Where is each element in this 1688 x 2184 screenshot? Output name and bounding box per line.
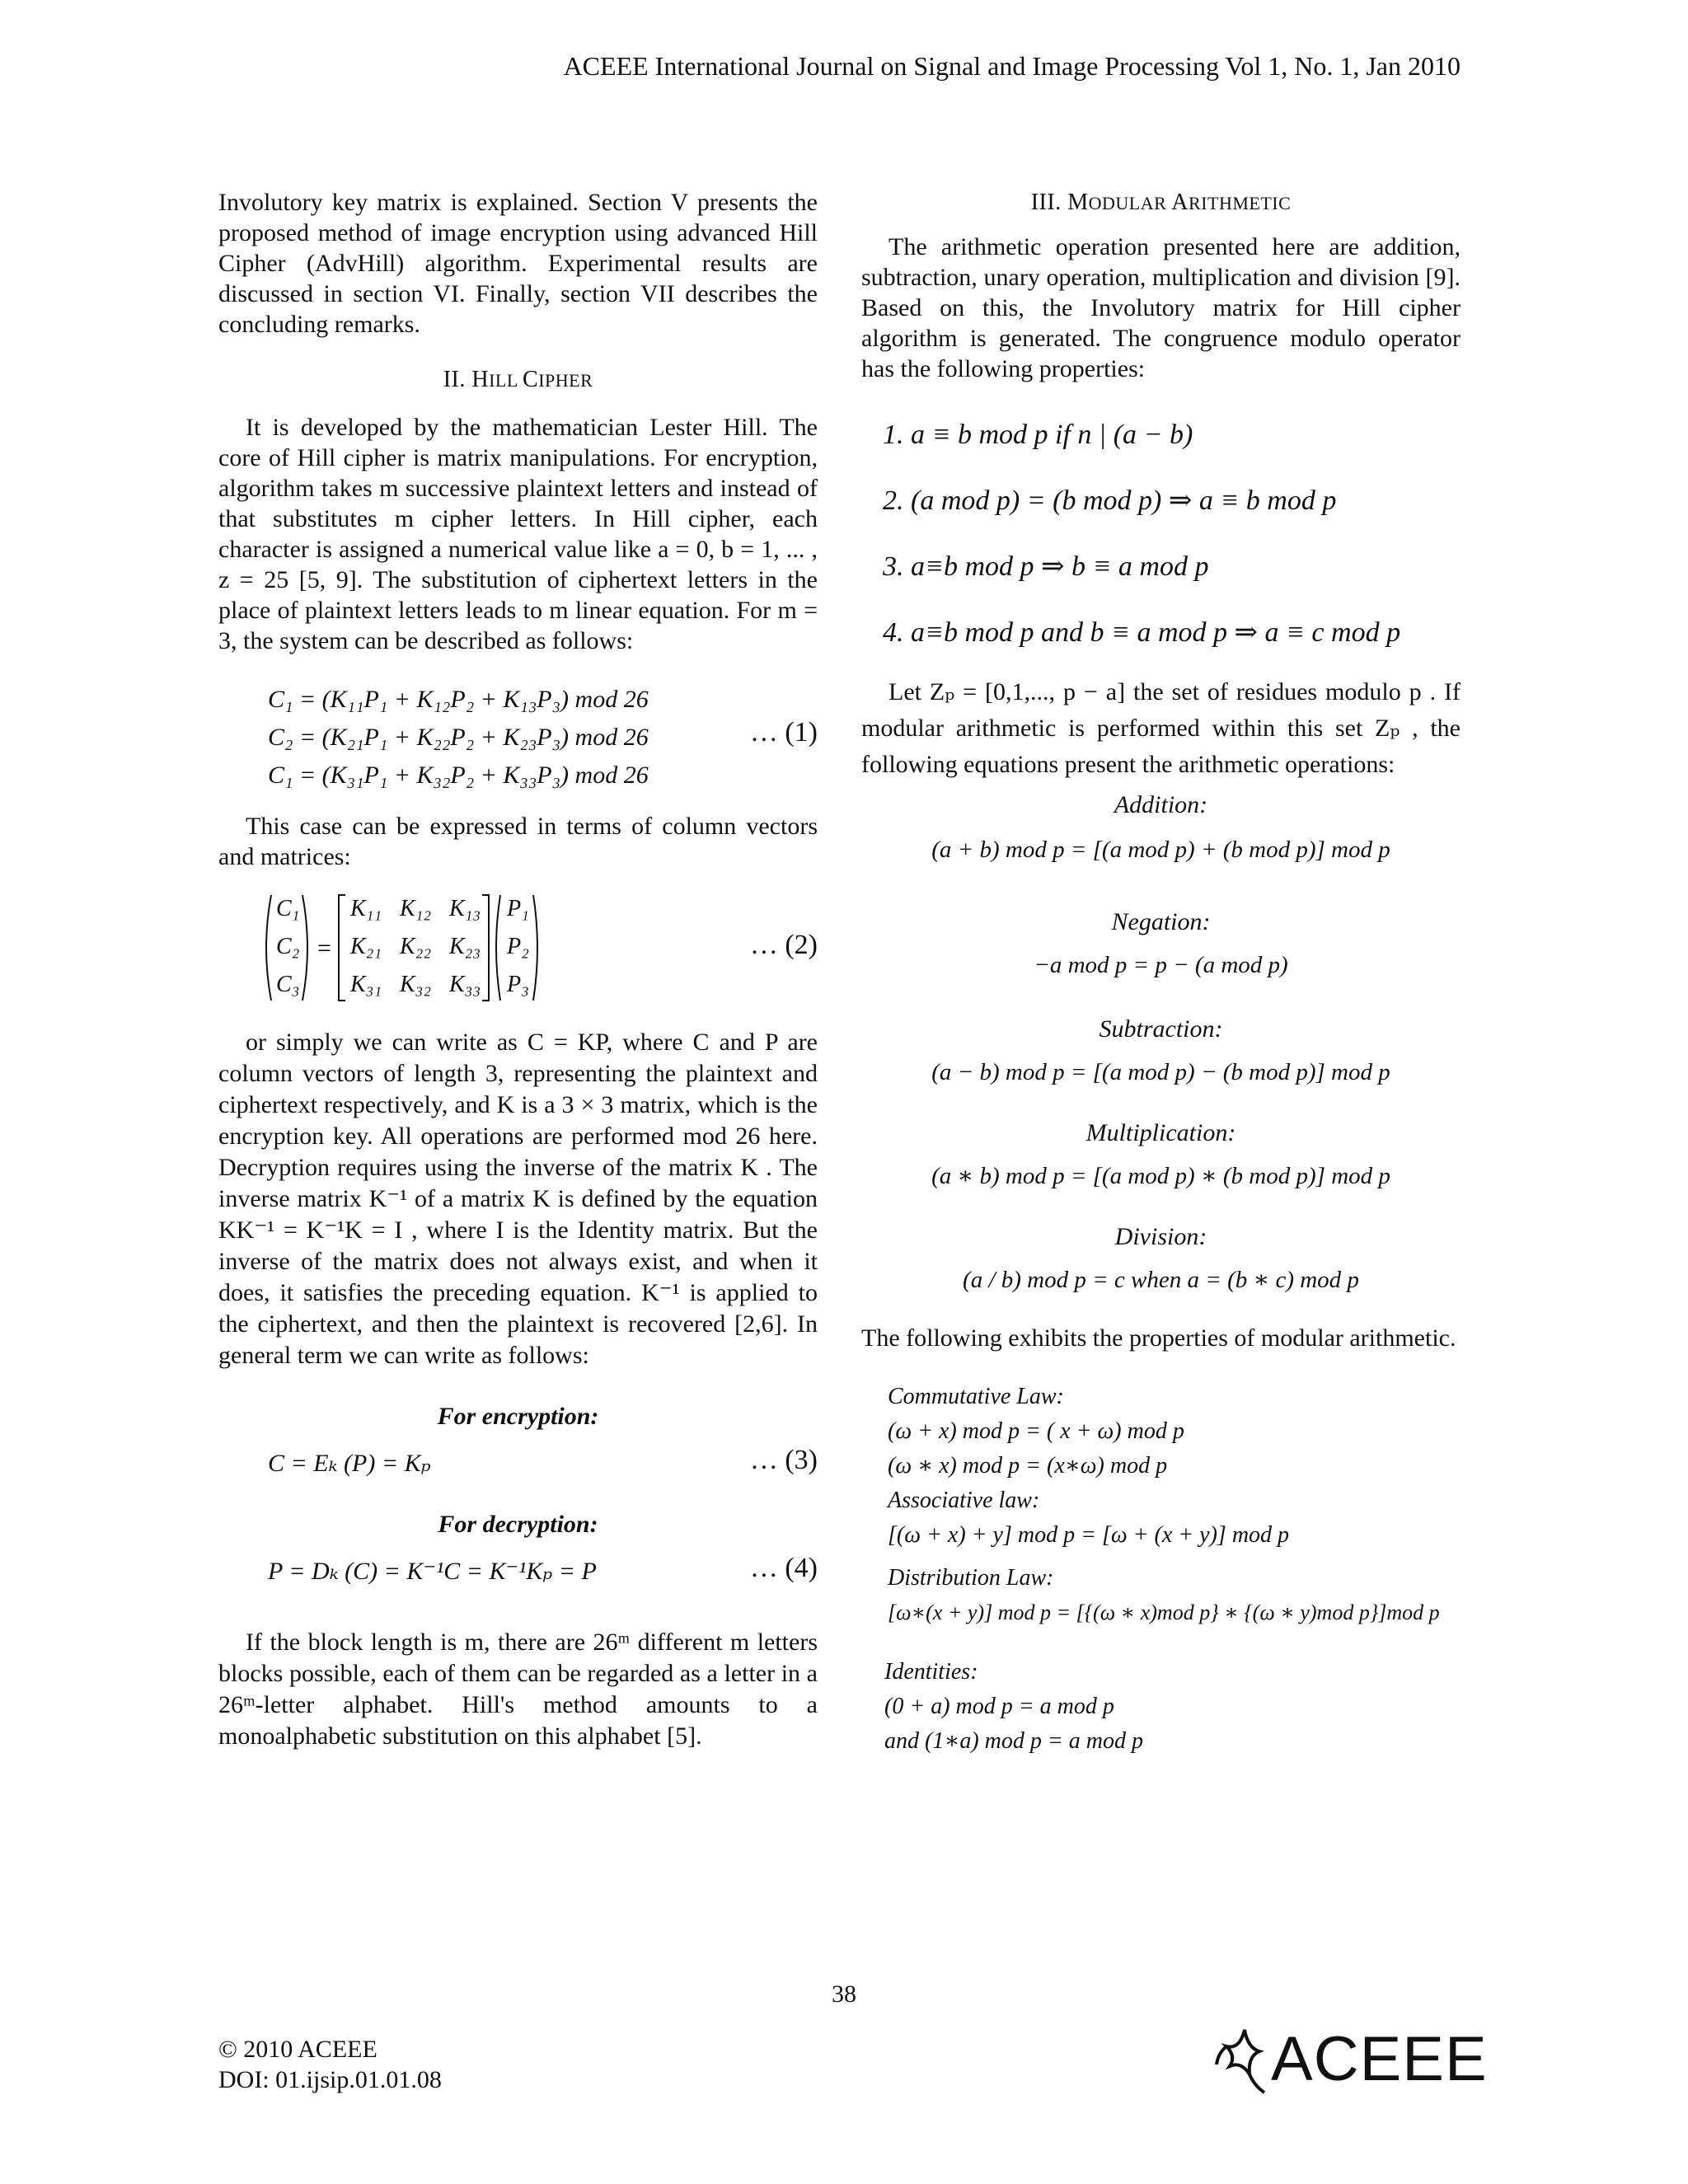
eq4-text: P = Dₖ (C) = K⁻¹C = K⁻¹Kₚ = P [268, 1558, 597, 1585]
star-logo-icon [1212, 2023, 1278, 2097]
block-length-paragraph: If the block length is m, there are 26ᵐ different m letters blocks possible, each of them can be regarded as a letter in a 26ᵐ-letter alphabet. Hill's method amounts to a monoalphabetic substitution on this alphabet [5]. [218, 1629, 818, 1750]
eq1-line1: C₁ = (K₁₁P₁ + K₁₂P₂ + K₁₃P₃) mod 26 [268, 686, 649, 713]
copyright-text: © 2010 ACEEE [218, 2036, 377, 2063]
equation-4 [218, 1553, 818, 1594]
residues-paragraph: Let Zₚ = [0,1,..., p − a] the set of residues modulo p . If modular arithmetic is performed within this set Zₚ , the following equations present the arithmetic operations: [861, 678, 1461, 778]
property-1: 1. a ≡ b mod p if n | (a − b) [883, 419, 1193, 450]
identities: Identities: (0 + a) mod p = a mod p and (1∗a) mod p = a mod p [884, 1659, 1144, 1754]
logo-text: ACEEE [1271, 2024, 1488, 2094]
eq4-number: … (4) [749, 1553, 818, 1583]
footer-left [218, 2034, 442, 2095]
subtraction-label: Subtraction: [1099, 1015, 1223, 1043]
congruence-properties [861, 402, 1461, 666]
journal-header: ACEEE International Journal on Signal and Image Processing Vol 1, No. 1, Jan 2010 [563, 51, 1461, 81]
property-2: 2. (a mod p) = (b mod p) ⇒ a ≡ b mod p [883, 485, 1337, 516]
negation-label: Negation: [1111, 908, 1211, 935]
associative-law: Associative law: [(ω + x) + y] mod p = [ω + (x + y)] mod p [888, 1488, 1290, 1548]
right-column [861, 187, 1461, 1759]
negation-equation: −a mod p = p − (a mod p) [1034, 952, 1288, 978]
inverse-matrix-paragraph: or simply we can write as C = KP, where C and P are column vectors of length 3, representing the plaintext and ciphertext respectively, and K is a 3 × 3 matrix, which is the encryption key. All operations are performed mod 26 here. Decryption requires using the inverse of the matrix K . The inverse matrix K⁻¹ of a matrix K is defined by the equation KK⁻¹ = K⁻¹K = I , where I is the Identity matrix. But the inverse of the matrix does not always exist, and when it does, it satisfies the preceding equation. K⁻¹ is applied to the ciphertext, and then the plaintext is recovered [2,6]. In general term we can write as follows: [218, 1029, 818, 1369]
eq2-number: … (2) [749, 930, 818, 960]
decryption-label: For decryption: [438, 1511, 598, 1538]
aceee-logo [1212, 2023, 1488, 2097]
addition-equation: (a + b) mod p = [(a mod p) + (b mod p)] mod p [931, 837, 1390, 863]
equation-3 [218, 1445, 818, 1486]
addition-label: Addition: [1114, 791, 1208, 818]
modular-laws [861, 1380, 1461, 1759]
multiplication-equation: (a ∗ b) mod p = [(a mod p) ∗ (b mod p)] mod p [931, 1163, 1390, 1189]
hill-cipher-paragraph: It is developed by the mathematician Lester Hill. The core of Hill cipher is matrix manipulations. For encryption, algorithm takes m successive plaintext letters and instead of that substitutes m cipher letters. In Hill cipher, each character is assigned a numerical value like a = 0, b = 1, ... , z = 25 [5, 9]. The substitution of ciphertext letters in the place of plaintext letters leads to m linear equation. For m = 3, the system can be described as follows: [218, 414, 818, 654]
properties-intro-paragraph: The following exhibits the properties of modular arithmetic. [861, 1324, 1456, 1352]
page-number: 38 [832, 1980, 856, 2008]
eq3-text: C = Eₖ (P) = Kₚ [268, 1450, 431, 1477]
property-3: 3. a≡b mod p ⇒ b ≡ a mod p [883, 551, 1209, 582]
equation-2-matrix [218, 890, 818, 1005]
division-label: Division: [1114, 1223, 1207, 1250]
property-4: 4. a≡b mod p and b ≡ a mod p ⇒ a ≡ c mod p [883, 617, 1401, 648]
section-heading-hill-cipher: II. HILL CIPHER [443, 367, 593, 392]
multiplication-label: Multiplication: [1085, 1119, 1236, 1146]
eq1-line2: C₂ = (K₂₁P₁ + K₂₂P₂ + K₂₃P₃) mod 26 [268, 724, 649, 751]
eq1-line3: C₁ = (K₃₁P₁ + K₃₂P₂ + K₃₃P₃) mod 26 [268, 762, 649, 789]
eq3-number: … (3) [749, 1445, 818, 1475]
svg-text:=: = [317, 935, 331, 962]
left-column [218, 187, 818, 1752]
doi-text: DOI: 01.ijsip.01.01.08 [218, 2066, 442, 2093]
matrix-p-vector: P₁ P₂ P₃ [507, 896, 529, 997]
matrix-k: K₁₁ K₁₂ K₁₃ K₂₁ K₂₂ K₂₃ K₃₁ K₃₂ K₃₃ [350, 896, 481, 997]
encryption-label: For encryption: [437, 1403, 599, 1430]
equation-1 [218, 684, 818, 791]
matrix-c-vector: C₁ C₂ C₃ [276, 896, 300, 997]
arithmetic-operations [861, 790, 1461, 1296]
commutative-law: Commutative Law: (ω + x) mod p = ( x + ω) mod p (ω ∗ x) mod p = (x∗ω) mod p [888, 1384, 1184, 1479]
modular-intro-paragraph: The arithmetic operation presented here are addition, subtraction, unary operation, multiplication and division [9]. Based on this, the Involutory matrix for Hill cipher algorithm is generated. The congruence modulo operator has the following properties: [861, 233, 1461, 382]
column-vector-paragraph: This case can be expressed in terms of column vectors and matrices: [218, 813, 818, 870]
eq1-number: … (1) [749, 717, 818, 748]
distribution-law: Distribution Law: [ω∗(x + y)] mod p = [{(ω ∗ x)mod p} ∗ {(ω ∗ y)mod p}]mod p [888, 1565, 1440, 1624]
subtraction-equation: (a − b) mod p = [(a mod p) − (b mod p)] mod p [931, 1059, 1390, 1085]
intro-paragraph: Involutory key matrix is explained. Section V presents the proposed method of image encryption using advanced Hill Cipher (AdvHill) algorithm. Experimental results are discussed in section VI. Finally, section VII describes the concluding remarks. [218, 189, 818, 338]
section-heading-modular-arithmetic: III. MODULAR ARITHMETIC [1030, 190, 1292, 215]
division-equation: (a / b) mod p = c when a = (b ∗ c) mod p [963, 1267, 1359, 1293]
